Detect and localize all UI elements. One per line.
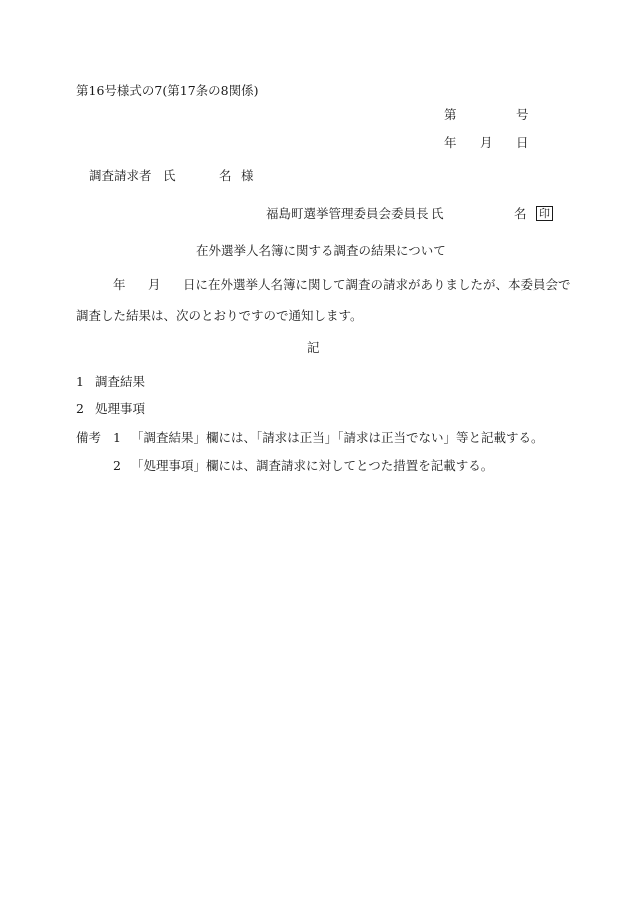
remark-2-number: 2	[113, 458, 121, 473]
remarks-label: 備考	[76, 430, 102, 445]
reference-dai: 第	[444, 107, 457, 122]
sender-title: 福島町選挙管理委員会委員長	[266, 206, 429, 221]
seal-mark	[536, 206, 553, 221]
reference-go: 号	[516, 107, 529, 122]
body-month: 月	[148, 277, 161, 292]
item-2-label: 処理事項	[95, 401, 146, 416]
body-line2: 調査した結果は、次のとおりですので通知します。	[76, 308, 363, 323]
date-year: 年	[444, 135, 457, 150]
document-title: 在外選挙人名簿に関する調査の結果について	[196, 243, 446, 258]
addressee-shi: 氏	[163, 168, 176, 183]
body-line1-rest: 日に在外選挙人名簿に関して調査の請求がありましたが、本委員会で	[183, 277, 571, 292]
addressee-sama: 様	[241, 168, 254, 183]
ki-heading: 記	[307, 340, 320, 355]
remark-1-number: 1	[113, 430, 121, 445]
remark-2-text: 「処理事項」欄には、調査請求に対してとつた措置を記載する。	[131, 458, 494, 473]
item-1-label: 調査結果	[95, 374, 146, 389]
date-month: 月	[480, 135, 493, 150]
body-year: 年	[113, 277, 126, 292]
sender-shi: 氏	[431, 206, 444, 221]
date-day: 日	[516, 135, 529, 150]
form-number: 第16号様式の7(第17条の8関係)	[76, 83, 259, 98]
seal-label: 印	[536, 206, 553, 221]
item-2-number: 2	[76, 401, 84, 416]
remark-1-text: 「調査結果」欄には、「請求は正当」「請求は正当でない」等と記載する。	[131, 430, 544, 445]
sender-mei: 名	[514, 206, 527, 221]
addressee-role: 調査請求者	[89, 168, 152, 183]
item-1-number: 1	[76, 374, 84, 389]
addressee-mei: 名	[219, 168, 232, 183]
